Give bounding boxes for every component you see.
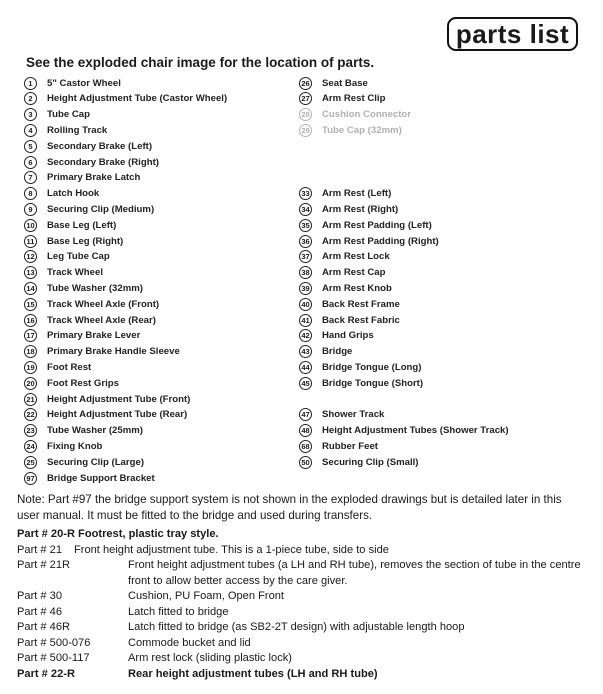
- part-note-code: Part # 500-076: [17, 636, 91, 649]
- part-item-44: [299, 359, 421, 375]
- part-label: Primary Brake Lever: [47, 330, 141, 342]
- part-number-badge: 20: [24, 377, 37, 390]
- part-number-badge: 17: [24, 329, 37, 342]
- part-label: Base Leg (Right): [47, 235, 124, 247]
- part-item-20: [24, 375, 119, 391]
- part-label: Arm Rest Padding (Left): [322, 219, 432, 231]
- part-label: Base Leg (Left): [47, 219, 117, 231]
- part-item-5: [24, 138, 152, 154]
- part-item-41: [299, 312, 400, 328]
- part-label: Arm Rest Lock: [322, 251, 390, 263]
- part-item-68: [299, 438, 378, 454]
- part-label: Bridge: [322, 346, 353, 358]
- part-item-16: [24, 312, 156, 328]
- part-item-50: [299, 454, 419, 470]
- part-number-badge: 25: [24, 456, 37, 469]
- part-item-35: [299, 217, 432, 233]
- part-number-badge: 23: [24, 424, 37, 437]
- part-number-badge: 47: [299, 408, 312, 421]
- part-number-badge: 29: [299, 124, 312, 137]
- part-label: Height Adjustment Tube (Front): [47, 393, 191, 405]
- part-label: Arm Rest (Right): [322, 203, 399, 215]
- part-label: Tube Washer (25mm): [47, 425, 143, 437]
- part-label: Shower Track: [322, 409, 385, 421]
- part-number-badge: 33: [299, 187, 312, 200]
- part-number-badge: 43: [299, 345, 312, 358]
- part-item-23: [24, 423, 143, 439]
- part-note-code: Part # 20-R Footrest, plastic tray style.: [17, 528, 219, 540]
- part-item-37: [299, 249, 390, 265]
- part-note-row: [17, 527, 597, 543]
- part-item-34: [299, 201, 398, 217]
- part-item-21: [24, 391, 190, 407]
- part-number-badge: 26: [299, 77, 312, 90]
- part-number-badge: 24: [24, 440, 37, 453]
- part-item-26: [299, 75, 368, 91]
- part-item-47: [299, 407, 384, 423]
- part-note-row: [17, 543, 597, 559]
- part-number-badge: 10: [24, 219, 37, 232]
- part-number-badge: 39: [299, 282, 312, 295]
- part-item-28: [299, 107, 411, 123]
- part-label: Arm Rest Clip: [322, 93, 386, 105]
- part-number-badge: 9: [24, 203, 37, 216]
- part-item-8: [24, 186, 99, 202]
- part-item-29: [299, 122, 402, 138]
- part-item-36: [299, 233, 439, 249]
- part-number-badge: 28: [299, 108, 312, 121]
- part-label: Height Adjustment Tubes (Shower Track): [322, 425, 509, 437]
- part-item-15: [24, 296, 159, 312]
- part-label: Bridge Tongue (Short): [322, 377, 424, 389]
- part-number-badge: 14: [24, 282, 37, 295]
- part-number-badge: 6: [24, 156, 37, 169]
- part-label: Arm Rest Cap: [322, 267, 386, 279]
- part-number-badge: 36: [299, 235, 312, 248]
- part-number-badge: 5: [24, 140, 37, 153]
- part-number-badge: 97: [24, 472, 37, 485]
- part-label: Fixing Knob: [47, 440, 103, 452]
- part-item-19: [24, 359, 91, 375]
- part-item-39: [299, 280, 392, 296]
- part-number-badge: 2: [24, 92, 37, 105]
- part-label: Primary Brake Handle Sleeve: [47, 346, 180, 358]
- part-number-badge: 19: [24, 361, 37, 374]
- part-number-badge: 13: [24, 266, 37, 279]
- part-number-badge: 44: [299, 361, 312, 374]
- part-item-40: [299, 296, 400, 312]
- part-item-25: [24, 454, 144, 470]
- part-note-description: Rear height adjustment tubes (LH and RH tube): [128, 667, 378, 680]
- part-note-row: [17, 667, 597, 683]
- part-number-badge: 21: [24, 393, 37, 406]
- part-label: Foot Rest: [47, 361, 92, 373]
- part-number-badge: 22: [24, 408, 37, 421]
- part-note-description: Cushion, PU Foam, Open Front: [128, 590, 284, 602]
- part-label: Arm Rest Knob: [322, 282, 392, 294]
- part-label: Securing Clip (Large): [47, 456, 145, 468]
- part-item-43: [299, 344, 352, 360]
- part-note-code: Part # 21R: [17, 559, 71, 571]
- part-number-badge: 1: [24, 77, 37, 90]
- part-item-48: [299, 423, 509, 439]
- part-number-badge: 38: [299, 266, 312, 279]
- part-number-badge: 48: [299, 424, 312, 437]
- note-paragraph: Note: Part #97 the bridge support system is not shown in the exploded drawings but is detailed later in this user manual. It must be fitted to the bridge and used during transfers.: [17, 493, 562, 522]
- part-note-row: [17, 589, 597, 605]
- part-item-24: [24, 438, 102, 454]
- part-notes-list: [17, 527, 597, 682]
- part-item-45: [299, 375, 423, 391]
- part-number-badge: 11: [24, 235, 37, 248]
- part-item-4: [24, 122, 107, 138]
- part-label: Tube Cap: [47, 109, 90, 121]
- part-label: Track Wheel: [47, 267, 103, 279]
- part-note-description: Front height adjustment tubes (a LH and RH tube), removes the section of tube in the centre front to allow better access by the care giver.: [128, 559, 581, 587]
- part-number-badge: 18: [24, 345, 37, 358]
- part-label: Height Adjustment Tube (Rear): [47, 409, 188, 421]
- part-label: Secondary Brake (Right): [47, 156, 159, 168]
- part-item-12: [24, 249, 110, 265]
- part-item-97: [24, 470, 155, 486]
- part-label: Tube Cap (32mm): [322, 124, 402, 136]
- part-note-row: [17, 620, 597, 636]
- part-note-description: Front height adjustment tube. This is a 1-piece tube, side to side: [74, 543, 389, 556]
- part-label: Hand Grips: [322, 330, 374, 342]
- part-item-7: [24, 170, 140, 186]
- part-number-badge: 7: [24, 171, 37, 184]
- part-note-code: Part # 30: [17, 590, 63, 602]
- part-number-badge: 68: [299, 440, 312, 453]
- part-note-code: Part # 21: [17, 543, 63, 556]
- part-number-badge: 4: [24, 124, 37, 137]
- part-label: Latch Hook: [47, 188, 100, 200]
- part-number-badge: 3: [24, 108, 37, 121]
- page-title: parts list: [447, 17, 578, 51]
- part-note-code: Part # 22-R: [17, 667, 75, 680]
- part-item-27: [299, 91, 385, 107]
- part-label: Height Adjustment Tube (Castor Wheel): [47, 93, 228, 105]
- part-label: Tube Washer (32mm): [47, 282, 143, 294]
- part-number-badge: 16: [24, 314, 37, 327]
- part-label: Rolling Track: [47, 124, 108, 136]
- part-note-row: [17, 651, 597, 667]
- part-item-38: [299, 265, 385, 281]
- part-number-badge: 35: [299, 219, 312, 232]
- part-note-row: [17, 558, 597, 589]
- part-label: Track Wheel Axle (Front): [47, 298, 160, 310]
- part-item-6: [24, 154, 159, 170]
- part-item-2: [24, 91, 227, 107]
- part-item-18: [24, 344, 180, 360]
- part-number-badge: 8: [24, 187, 37, 200]
- part-number-badge: 15: [24, 298, 37, 311]
- part-item-17: [24, 328, 140, 344]
- part-number-badge: 37: [299, 250, 312, 263]
- part-item-3: [24, 107, 90, 123]
- part-note-description: Arm rest lock (sliding plastic lock): [128, 652, 292, 664]
- part-note-row: [17, 636, 597, 652]
- part-label: Securing Clip (Small): [322, 456, 419, 468]
- part-note-description: Commode bucket and lid: [128, 636, 251, 649]
- part-note-code: Part # 500-117: [17, 652, 90, 664]
- part-item-13: [24, 265, 103, 281]
- part-number-badge: 41: [299, 314, 312, 327]
- part-item-42: [299, 328, 374, 344]
- part-note-code: Part # 46: [17, 605, 63, 618]
- part-label: Bridge Support Bracket: [47, 472, 155, 484]
- part-label: Cushion Connector: [322, 109, 412, 121]
- part-label: Arm Rest Padding (Right): [322, 235, 439, 247]
- part-label: Secondary Brake (Left): [47, 140, 153, 152]
- part-label: Bridge Tongue (Long): [322, 361, 422, 373]
- part-item-22: [24, 407, 187, 423]
- part-label: 5" Castor Wheel: [47, 77, 121, 89]
- part-number-badge: 45: [299, 377, 312, 390]
- part-note-description: Latch fitted to bridge (as SB2-2T design) with adjustable length hoop: [128, 621, 465, 633]
- part-label: Arm Rest (Left): [322, 188, 392, 200]
- part-number-badge: 27: [299, 92, 312, 105]
- part-item-10: [24, 217, 116, 233]
- part-label: Primary Brake Latch: [47, 172, 141, 184]
- part-number-badge: 34: [299, 203, 312, 216]
- part-label: Leg Tube Cap: [47, 251, 110, 263]
- part-item-1: [24, 75, 121, 91]
- part-number-badge: 42: [299, 329, 312, 342]
- part-item-14: [24, 280, 143, 296]
- intro-text: See the exploded chair image for the location of parts.: [26, 55, 375, 70]
- part-note-description: Latch fitted to bridge: [128, 605, 229, 618]
- part-item-9: [24, 201, 154, 217]
- part-label: Rubber Feet: [322, 440, 378, 452]
- part-note-row: [17, 605, 597, 621]
- part-number-badge: 50: [299, 456, 312, 469]
- part-note-code: Part # 46R: [17, 621, 71, 633]
- part-number-badge: 40: [299, 298, 312, 311]
- part-number-badge: 12: [24, 250, 37, 263]
- part-item-33: [299, 186, 391, 202]
- part-label: Track Wheel Axle (Rear): [47, 314, 156, 326]
- part-label: Securing Clip (Medium): [47, 203, 155, 215]
- part-item-11: [24, 233, 123, 249]
- part-label: Back Rest Fabric: [322, 314, 400, 326]
- part-label: Seat Base: [322, 77, 368, 89]
- part-label: Back Rest Frame: [322, 298, 400, 310]
- part-label: Foot Rest Grips: [47, 377, 119, 389]
